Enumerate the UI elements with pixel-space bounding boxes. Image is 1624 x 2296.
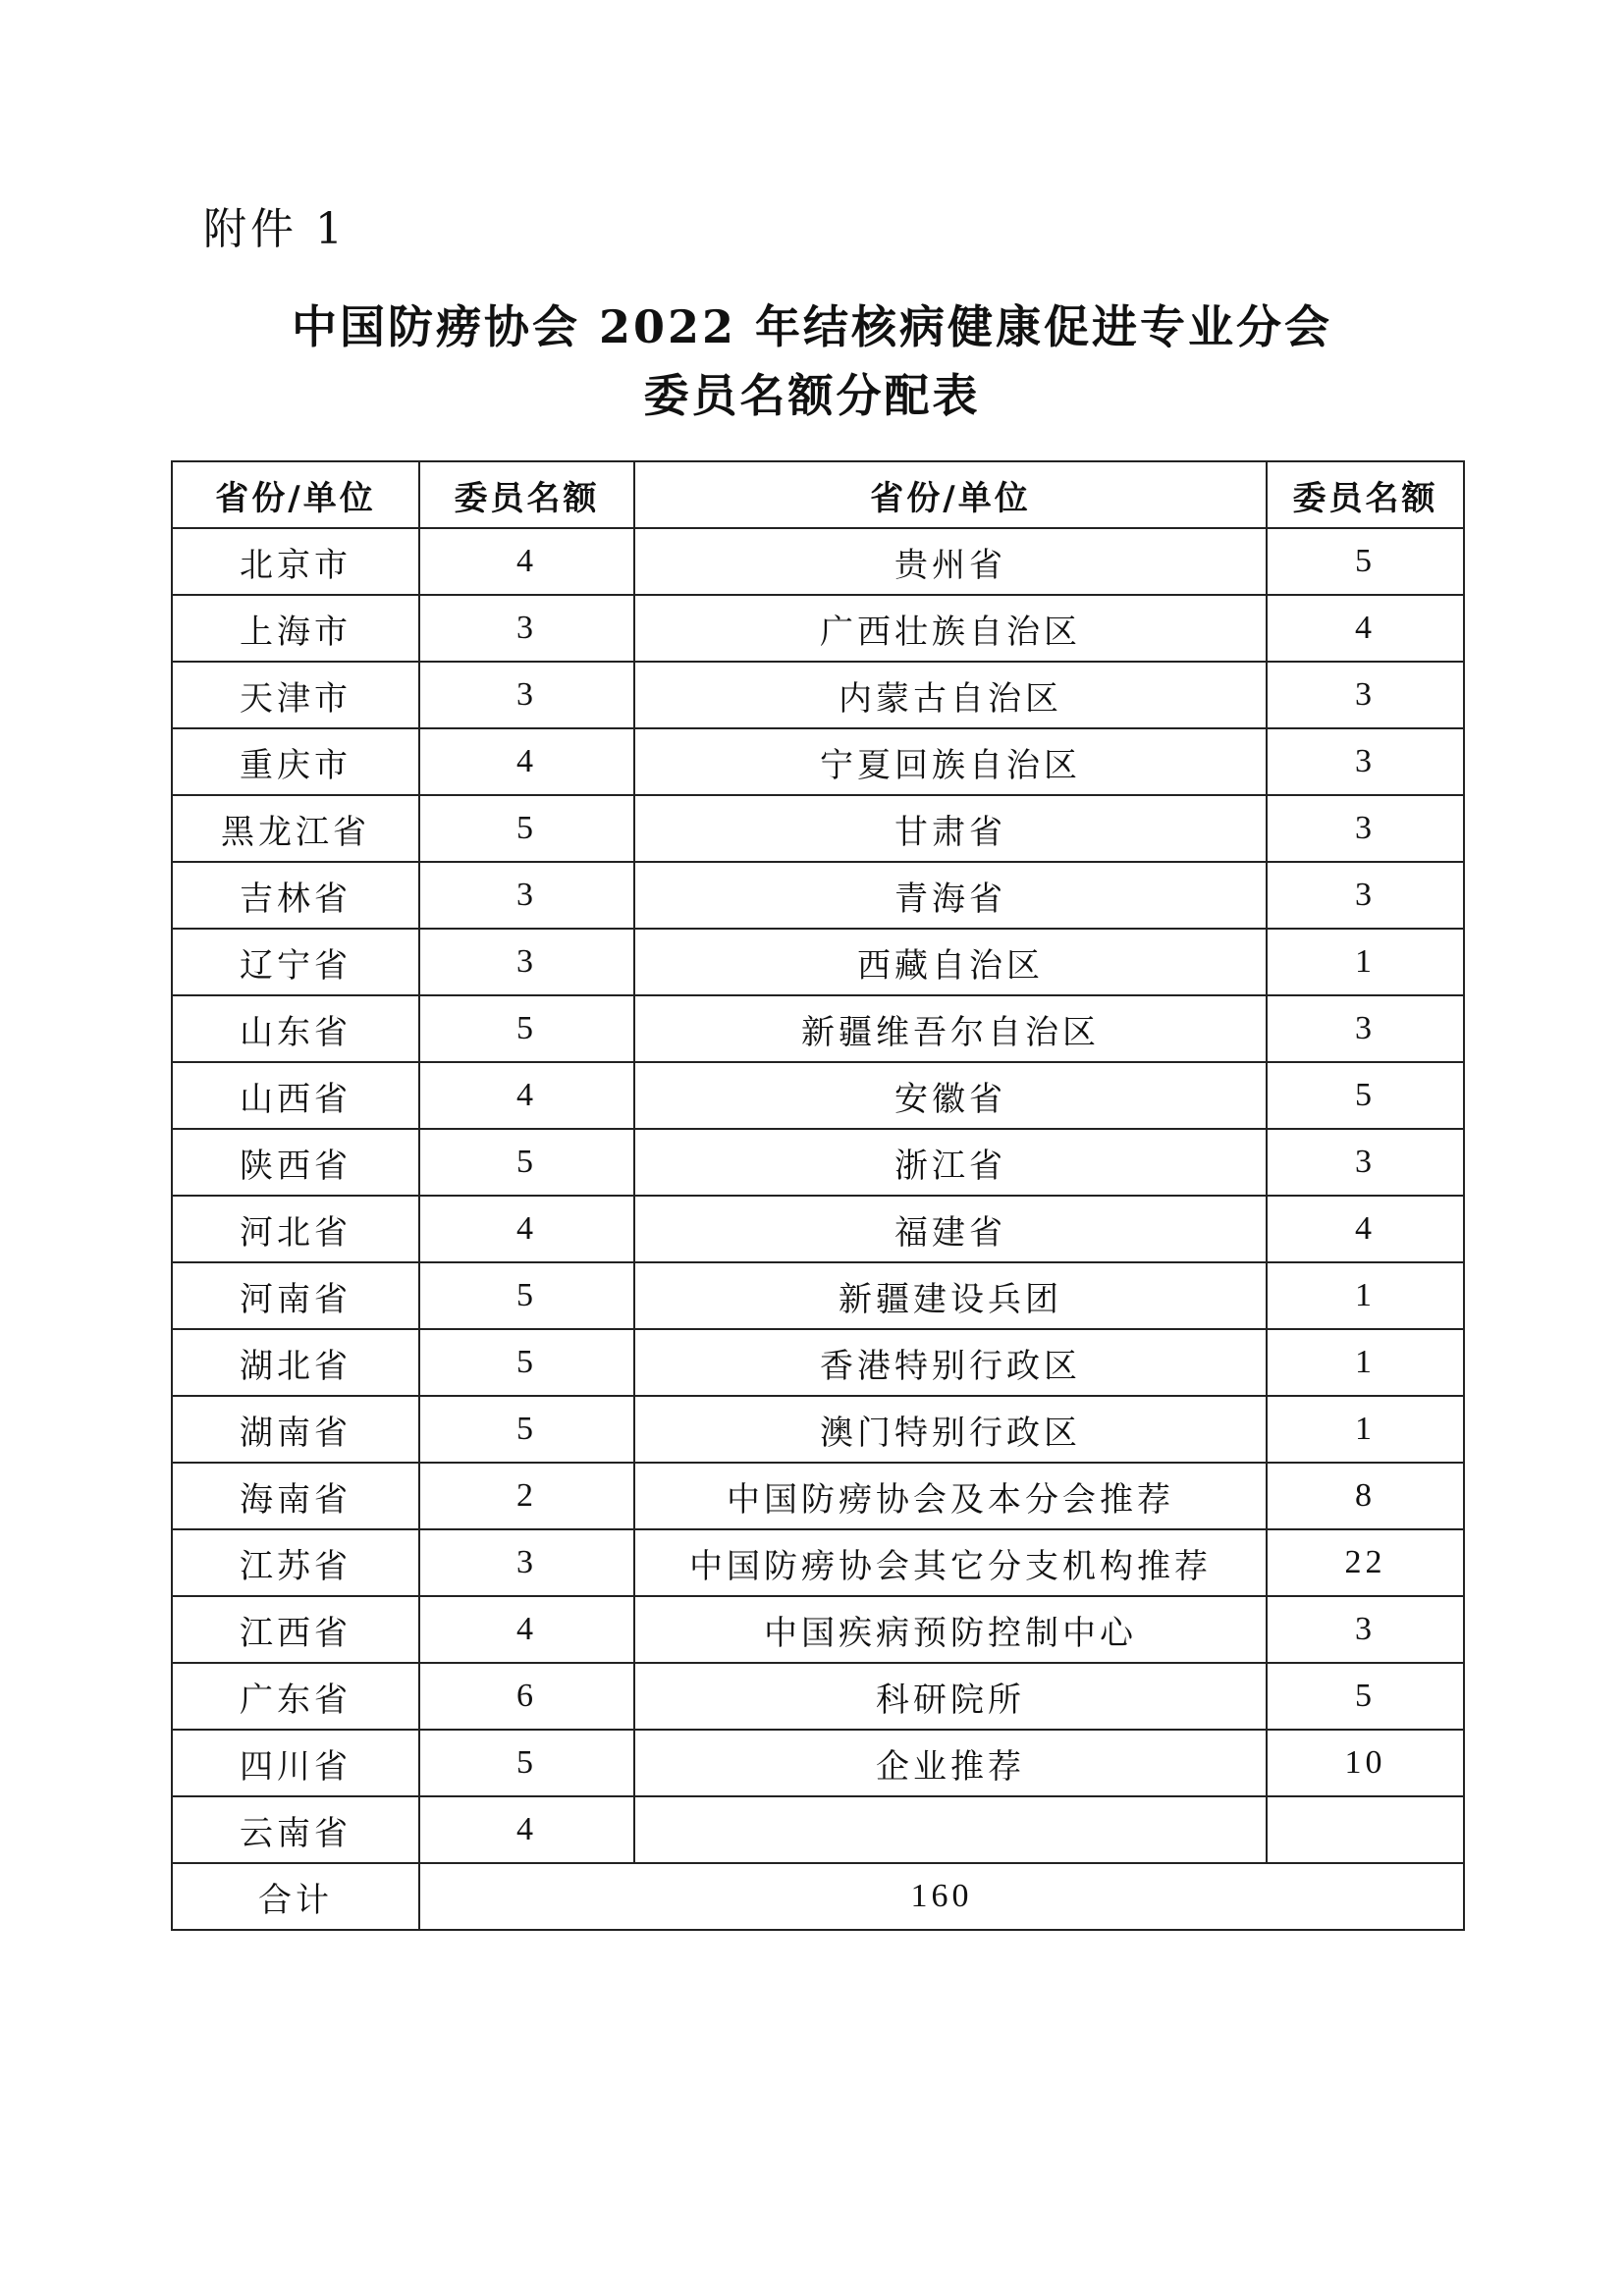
attachment-label: 附件 1 [203,204,347,254]
table-row [172,1329,1464,1396]
right-unit-cell: 中国疾病预防控制中心 [634,1596,1267,1663]
right-count-cell: 3 [1267,995,1464,1062]
left-count-cell: 5 [419,1262,634,1329]
right-unit-cell: 西藏自治区 [634,929,1267,995]
left-unit-cell: 北京市 [172,528,419,595]
right-unit-cell: 新疆维吾尔自治区 [634,995,1267,1062]
left-unit-cell: 黑龙江省 [172,795,419,862]
left-count-cell: 4 [419,728,634,795]
left-count-cell: 3 [419,595,634,662]
table-row [172,1663,1464,1730]
right-count-cell: 1 [1267,1329,1464,1396]
right-unit-cell: 广西壮族自治区 [634,595,1267,662]
right-unit-cell: 青海省 [634,862,1267,929]
right-count-cell: 3 [1267,862,1464,929]
table-row [172,929,1464,995]
table-row [172,1396,1464,1463]
table-row [172,595,1464,662]
left-count-cell: 4 [419,1062,634,1129]
left-unit-cell: 吉林省 [172,862,419,929]
total-label-cell: 合计 [172,1863,419,1930]
left-unit-cell: 江苏省 [172,1529,419,1596]
table-row [172,1463,1464,1529]
left-unit-cell: 海南省 [172,1463,419,1529]
right-unit-cell: 安徽省 [634,1062,1267,1129]
table-row [172,1730,1464,1796]
quota-allocation-table [171,460,1465,1931]
left-count-cell: 3 [419,929,634,995]
right-count-cell: 3 [1267,795,1464,862]
right-unit-cell: 企业推荐 [634,1730,1267,1796]
left-unit-cell: 湖北省 [172,1329,419,1396]
right-count-cell: 1 [1267,1396,1464,1463]
right-count-cell: 1 [1267,1262,1464,1329]
left-unit-cell: 山西省 [172,1062,419,1129]
table-row [172,528,1464,595]
left-count-cell: 5 [419,1396,634,1463]
header-left-count: 委员名额 [419,461,634,528]
left-unit-cell: 湖南省 [172,1396,419,1463]
left-unit-cell: 河北省 [172,1196,419,1262]
left-count-cell: 3 [419,662,634,728]
left-unit-cell: 天津市 [172,662,419,728]
table-row [172,1129,1464,1196]
total-row [172,1863,1464,1930]
right-count-cell: 3 [1267,1596,1464,1663]
left-unit-cell: 陕西省 [172,1129,419,1196]
left-count-cell: 5 [419,995,634,1062]
table-row [172,1196,1464,1262]
left-unit-cell: 江西省 [172,1596,419,1663]
total-value-cell: 160 [419,1863,1464,1930]
right-unit-cell: 浙江省 [634,1129,1267,1196]
left-unit-cell: 山东省 [172,995,419,1062]
left-unit-cell: 广东省 [172,1663,419,1730]
right-count-cell: 4 [1267,595,1464,662]
right-unit-cell: 中国防痨协会其它分支机构推荐 [634,1529,1267,1596]
right-count-cell: 10 [1267,1730,1464,1796]
right-unit-cell: 贵州省 [634,528,1267,595]
right-count-cell: 4 [1267,1196,1464,1262]
left-unit-cell: 重庆市 [172,728,419,795]
right-count-cell: 5 [1267,1663,1464,1730]
left-count-cell: 5 [419,795,634,862]
left-count-cell: 5 [419,1329,634,1396]
left-count-cell: 4 [419,1796,634,1863]
right-count-cell: 3 [1267,662,1464,728]
right-unit-cell: 科研院所 [634,1663,1267,1730]
table-row [172,1596,1464,1663]
left-count-cell: 4 [419,1596,634,1663]
left-unit-cell: 上海市 [172,595,419,662]
right-count-cell: 5 [1267,528,1464,595]
table-row [172,662,1464,728]
document-title-line-1: 中国防痨协会 2022 年结核病健康促进专业分会 [291,300,1333,353]
left-count-cell: 4 [419,528,634,595]
left-unit-cell: 四川省 [172,1730,419,1796]
table-row [172,995,1464,1062]
right-count-cell: 5 [1267,1062,1464,1129]
right-count-cell: 22 [1267,1529,1464,1596]
table-body [172,528,1464,1930]
table-row [172,795,1464,862]
right-unit-cell [634,1796,1267,1863]
left-count-cell: 3 [419,1529,634,1596]
header-right-unit: 省份/单位 [634,461,1267,528]
left-count-cell: 4 [419,1196,634,1262]
right-count-cell: 3 [1267,1129,1464,1196]
right-unit-cell: 新疆建设兵团 [634,1262,1267,1329]
right-count-cell: 1 [1267,929,1464,995]
header-left-unit: 省份/单位 [172,461,419,528]
right-unit-cell: 宁夏回族自治区 [634,728,1267,795]
left-count-cell: 6 [419,1663,634,1730]
left-unit-cell: 辽宁省 [172,929,419,995]
table-row [172,1062,1464,1129]
right-unit-cell: 香港特别行政区 [634,1329,1267,1396]
table-row [172,1796,1464,1863]
left-count-cell: 5 [419,1129,634,1196]
right-unit-cell: 甘肃省 [634,795,1267,862]
right-unit-cell: 内蒙古自治区 [634,662,1267,728]
right-count-cell [1267,1796,1464,1863]
document-title-line-2: 委员名额分配表 [643,369,981,422]
left-unit-cell: 云南省 [172,1796,419,1863]
left-count-cell: 2 [419,1463,634,1529]
right-unit-cell: 中国防痨协会及本分会推荐 [634,1463,1267,1529]
right-count-cell: 3 [1267,728,1464,795]
table-row [172,728,1464,795]
left-unit-cell: 河南省 [172,1262,419,1329]
right-unit-cell: 福建省 [634,1196,1267,1262]
header-right-count: 委员名额 [1267,461,1464,528]
table-row [172,1529,1464,1596]
table-header-row [172,461,1464,528]
left-count-cell: 5 [419,1730,634,1796]
right-unit-cell: 澳门特别行政区 [634,1396,1267,1463]
right-count-cell: 8 [1267,1463,1464,1529]
left-count-cell: 3 [419,862,634,929]
table-row [172,1262,1464,1329]
table-row [172,862,1464,929]
